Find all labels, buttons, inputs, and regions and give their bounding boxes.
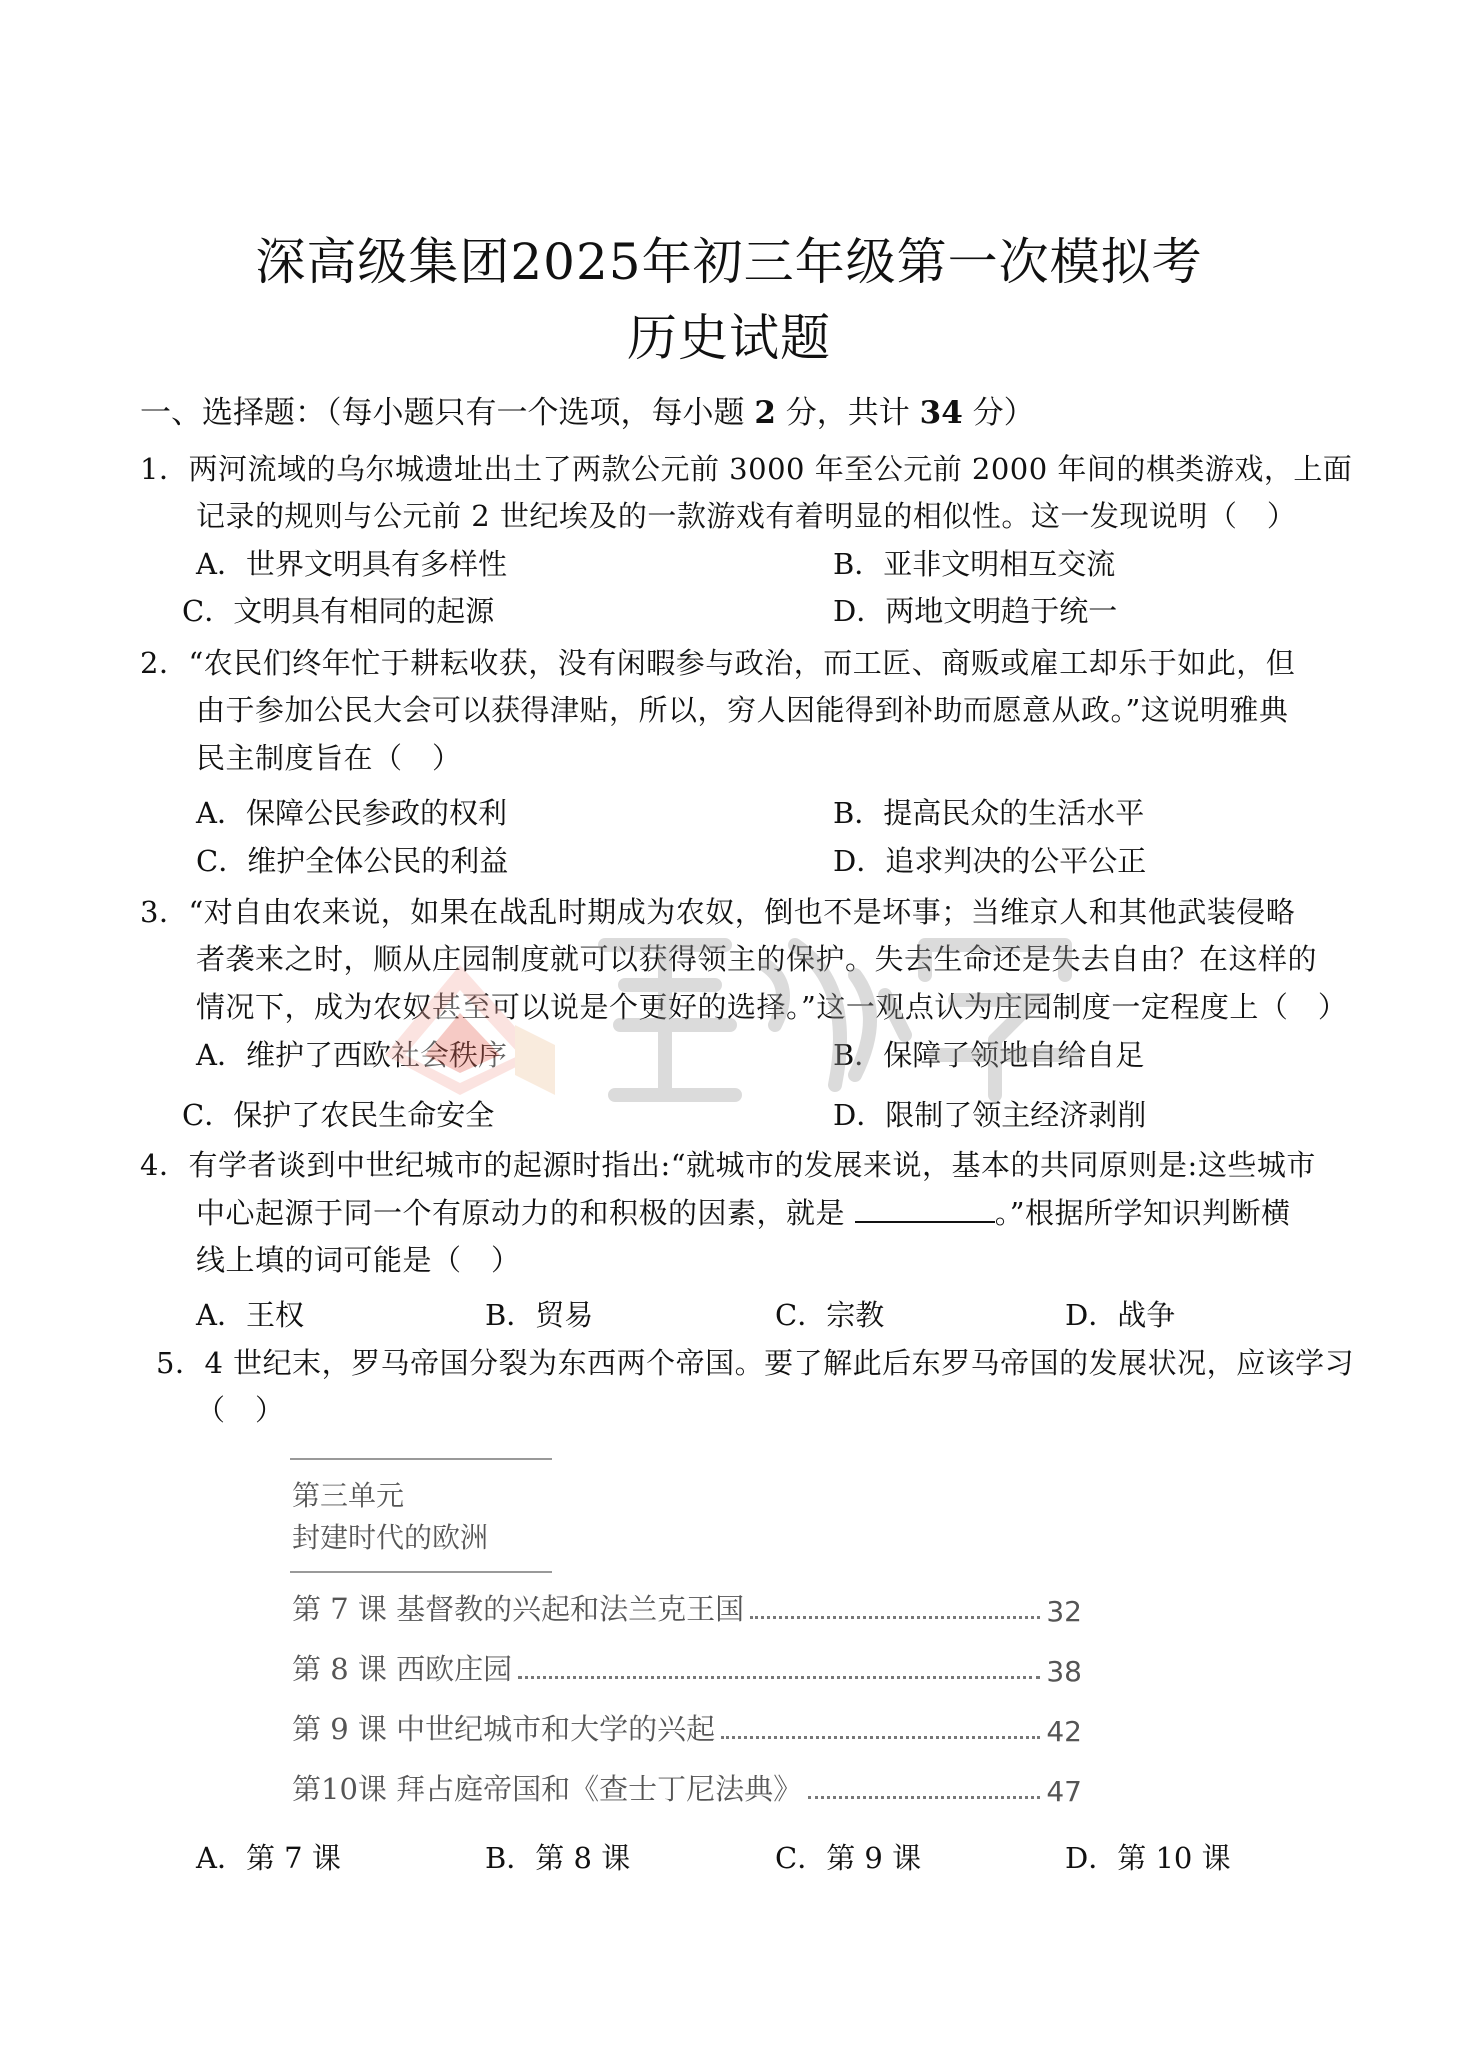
lesson-page: 42: [1046, 1715, 1082, 1748]
q3-option-c: C．保护了农民生命安全: [182, 1098, 495, 1132]
lesson-row: [292, 1648, 1082, 1688]
q4-option-a: A．王权: [196, 1298, 304, 1332]
lesson-row: [292, 1768, 1082, 1808]
q2-stem-line2: 由于参加公民大会可以获得津贴，所以，穷人因能得到补助而愿意从政。”这说明雅典: [196, 693, 1289, 727]
q4-option-c: C．宗教: [775, 1298, 885, 1332]
unit-label: 第三单元: [292, 1479, 405, 1512]
q5-option-d: D．第 10 课: [1065, 1841, 1231, 1875]
q2-option-d: D．追求判决的公平公正: [833, 844, 1147, 878]
q4-stem-line1: 4．有学者谈到中世纪城市的起源时指出:“就城市的发展来说，基本的共同原则是:这些城市: [140, 1148, 1316, 1182]
q3-stem-line3: 情况下，成为农奴甚至可以说是个更好的选择。”这一观点认为庄园制度一定程度上（ ）: [196, 990, 1348, 1024]
dot-leader: [721, 1736, 1040, 1739]
dot-leader: [518, 1676, 1040, 1679]
q1-option-d: D．两地文明趋于统一: [833, 594, 1118, 628]
q2-option-a: A．保障公民参政的权利: [196, 796, 507, 830]
lesson-title: 第 8 课 西欧庄园: [292, 1652, 513, 1686]
q4-option-b: B．贸易: [485, 1298, 594, 1332]
q3-option-d: D．限制了领主经济剥削: [833, 1098, 1147, 1132]
lesson-page: 47: [1046, 1775, 1082, 1808]
dot-leader: [750, 1616, 1040, 1619]
q5-option-a: A．第 7 课: [196, 1841, 341, 1875]
q2-option-c: C．维护全体公民的利益: [196, 844, 509, 878]
q5-stem-line2: （ ）: [196, 1393, 285, 1427]
q2-stem-line1: 2．“农民们终年忙于耕耘收获，没有闲暇参与政治，而工匠、商贩或雇工却乐于如此，但: [140, 646, 1296, 680]
dot-leader: [808, 1796, 1040, 1799]
q4-option-d: D．战争: [1065, 1298, 1176, 1332]
divider: [290, 1458, 552, 1460]
q3-option-a: A．维护了西欧社会秩序: [196, 1038, 507, 1072]
lesson-page: 32: [1046, 1595, 1082, 1628]
q1-option-b: B．亚非文明相互交流: [833, 547, 1116, 581]
points-each: 2: [754, 395, 776, 431]
q1-stem-line2: 记录的规则与公元前 2 世纪埃及的一款游戏有着明显的相似性。这一发现说明（ ）: [196, 499, 1297, 533]
q5-option-b: B．第 8 课: [485, 1841, 631, 1875]
q3-stem-line1: 3．“对自由农来说，如果在战乱时期成为农奴，倒也不是坏事；当维京人和其他武装侵略: [140, 895, 1296, 929]
q4-stem-line2: 中心起源于同一个有原动力的和积极的因素，就是 。”根据所学知识判断横: [196, 1196, 1291, 1230]
q3-stem-line2: 者袭来之时，顺从庄园制度就可以获得领主的保护。失去生命还是失去自由？在这样的: [196, 942, 1318, 976]
lesson-title: 第 7 课 基督教的兴起和法兰克王国: [292, 1592, 745, 1626]
section-heading: 一、选择题：（每小题只有一个选项，每小题 2 分，共计 34 分）: [140, 395, 1035, 431]
answer-blank: [855, 1199, 995, 1223]
q1-option-c: C．文明具有相同的起源: [182, 594, 495, 628]
lesson-title: 第10课 拜占庭帝国和《查士丁尼法典》: [292, 1772, 803, 1806]
divider: [290, 1571, 552, 1573]
lesson-page: 38: [1046, 1655, 1082, 1688]
exam-title: 深高级集团2025年初三年级第一次模拟考: [255, 233, 1203, 291]
q2-stem-line3: 民主制度旨在（ ）: [196, 741, 462, 775]
unit-title: 封建时代的欧洲: [292, 1521, 489, 1554]
q4-stem-line3: 线上填的词可能是（ ）: [196, 1243, 521, 1277]
exam-subtitle: 历史试题: [627, 309, 831, 367]
q1-stem-line1: 1．两河流域的乌尔城遗址出土了两款公元前 3000 年至公元前 2000 年间的棋类游戏，上面: [140, 452, 1353, 486]
points-total: 34: [919, 395, 963, 431]
lesson-title: 第 9 课 中世纪城市和大学的兴起: [292, 1712, 716, 1746]
q3-option-b: B．保障了领地自给自足: [833, 1038, 1145, 1072]
q2-option-b: B．提高民众的生活水平: [833, 796, 1145, 830]
lesson-row: [292, 1708, 1082, 1748]
lesson-row: [292, 1588, 1082, 1628]
q1-option-a: A．世界文明具有多样性: [196, 547, 507, 581]
q5-option-c: C．第 9 课: [775, 1841, 922, 1875]
q5-stem-line1: 5．4 世纪末，罗马帝国分裂为东西两个帝国。要了解此后东罗马帝国的发展状况，应该学习: [156, 1346, 1355, 1380]
